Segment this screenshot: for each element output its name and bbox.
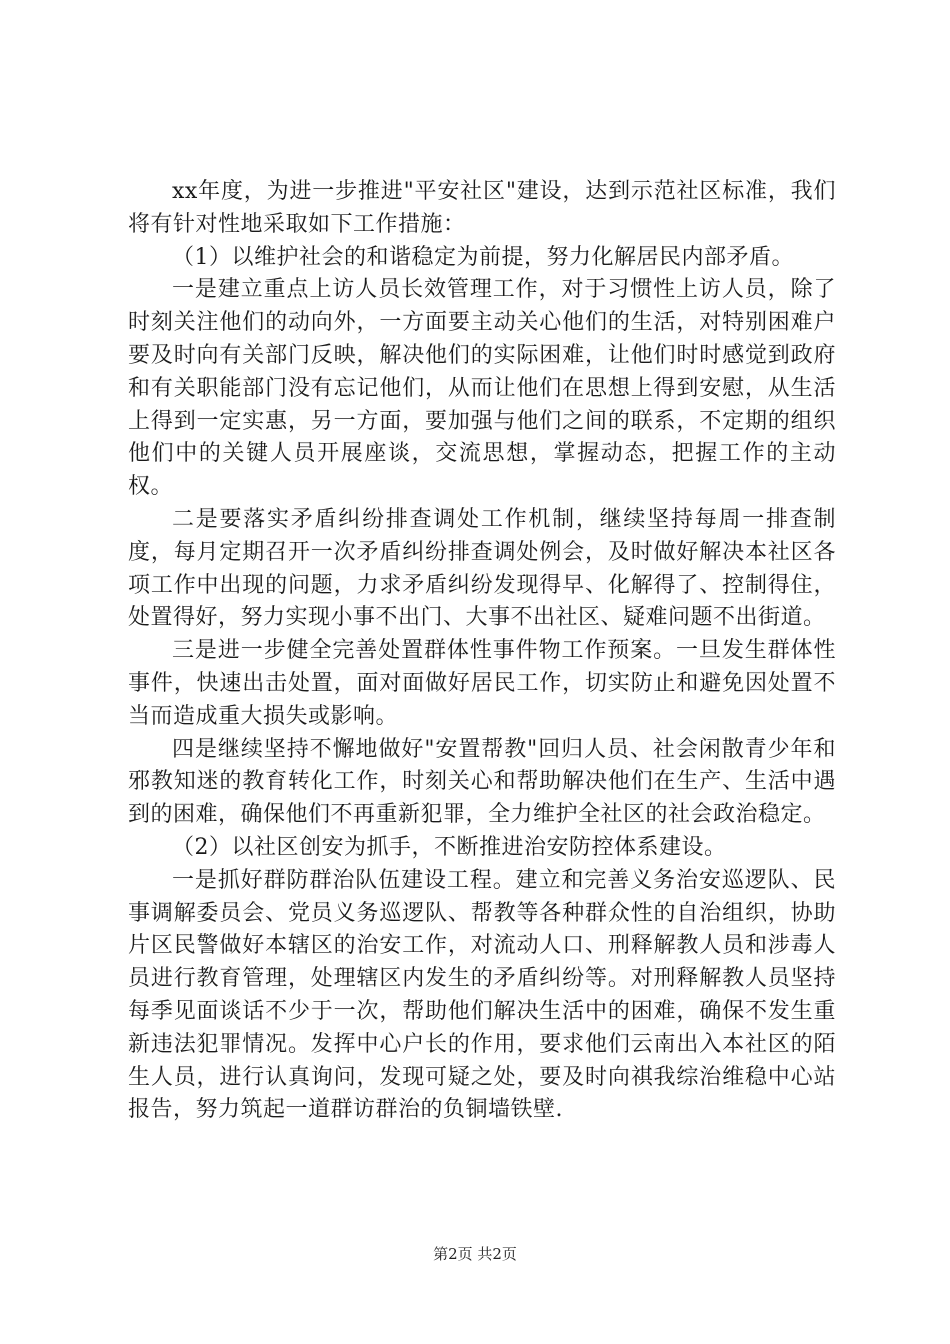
paragraph-item-1: 一是建立重点上访人员长效管理工作，对于习惯性上访人员，除了时刻关注他们的动向外，一方面要主动关心他们的生活，对特别困难户要及时向有关部门反映，解决他们的实际困难，让他们时时感觉到政府和有关职能部门没有忘记他们，从而让他们在思想上得到安慰，从生活上得到一定实惠，另一方面，要加强与他们之间的联系，不定期的组织他们中的关键人员开展座谈，交流思想，掌握动态，把握工作的主动权。 (128, 277, 836, 500)
paragraph-item-4: 四是继续坚持不懈地做好"安置帮教"回归人员、社会闲散青少年和邪教知迷的教育转化工作，时刻关心和帮助解决他们在生产、生活中遇到的困难，确保他们不再重新犯罪，全力维护全社区的社会政治稳定。 (128, 736, 836, 828)
paragraph-intro: xx年度，为进一步推进"平安社区"建设，达到示范社区标准，我们将有针对性地采取如下工作措施： (128, 179, 836, 237)
page-footer (0, 1243, 950, 1264)
page-number-label: 第2页 共2页 (433, 1245, 517, 1263)
section-heading-2: （2）以社区创安为抓手，不断推进治安防控体系建设。 (172, 834, 727, 860)
paragraph-item-2: 二是要落实矛盾纠纷排查调处工作机制，继续坚持每周一排查制度，每月定期召开一次矛盾纠纷排查调处例会，及时做好解决本社区各项工作中出现的问题，力求矛盾纠纷发现得早、化解得了、控制得住，处置得好，努力实现小事不出门、大事不出社区、疑难问题不出街道。 (128, 506, 836, 631)
section-heading-1: （1）以维护社会的和谐稳定为前提，努力化解居民内部矛盾。 (172, 244, 794, 270)
paragraph-item-5: 一是抓好群防群治队伍建设工程。建立和完善义务治安巡逻队、民事调解委员会、党员义务巡逻队、帮教等各种群众性的自治组织，协助片区民警做好本辖区的治安工作，对流动人口、刑释解教人员和涉毒人员进行教育管理，处理辖区内发生的矛盾纠纷等。对刑释解教人员坚持每季见面谈话不少于一次，帮助他们解决生活中的困难，确保不发生重新违法犯罪情况。发挥中心户长的作用，要求他们云南出入本社区的陌生人员，进行认真询问，发现可疑之处，要及时向祺我综治维稳中心站报告，努力筑起一道群访群治的负铜墙铁壁. (128, 867, 836, 1123)
paragraph-item-3: 三是进一步健全完善处置群体性事件物工作预案。一旦发生群体性事件，快速出击处置，面对面做好居民工作，切实防止和避免因处置不当而造成重大损失或影响。 (128, 638, 836, 729)
document-body (128, 176, 836, 1127)
